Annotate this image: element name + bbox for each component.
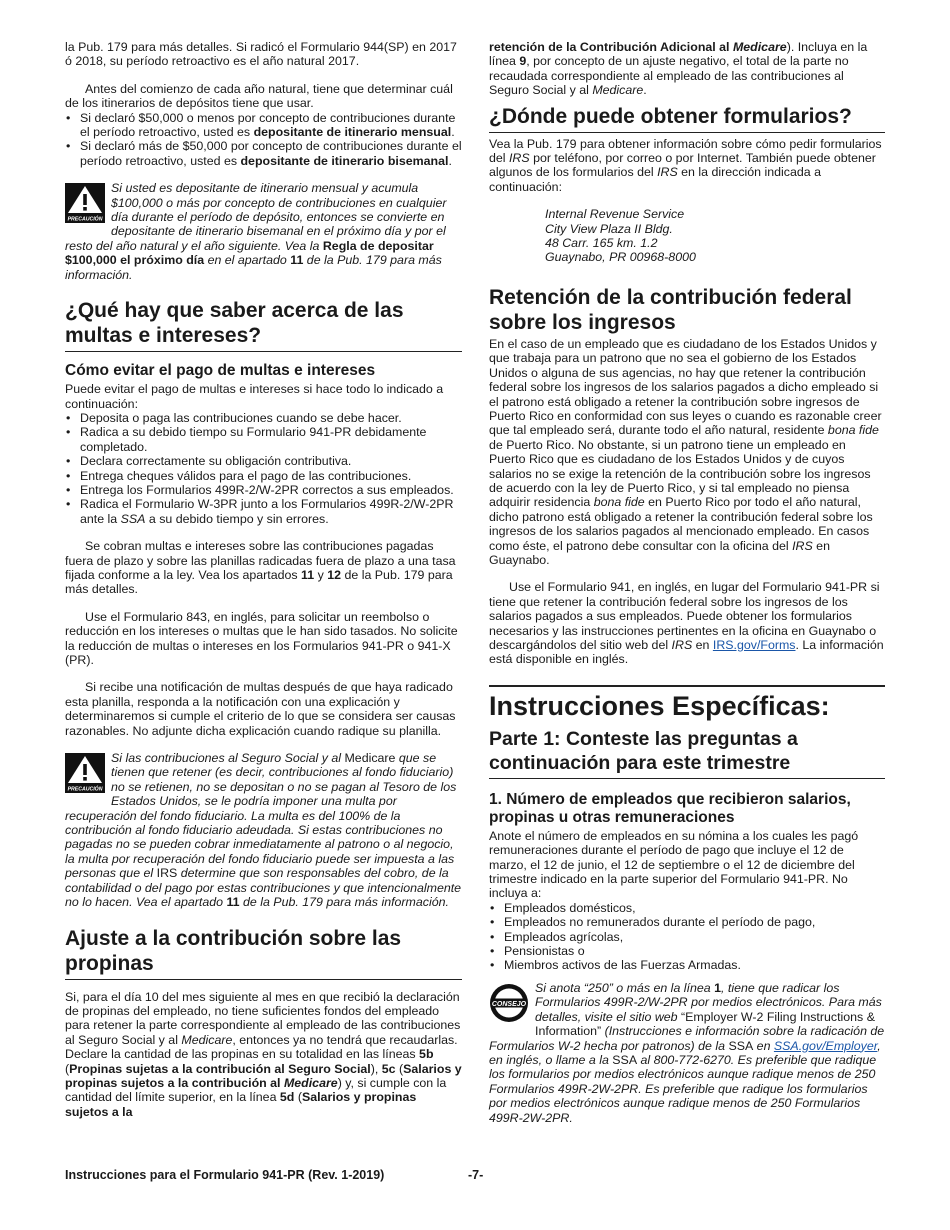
list-item: • Declara correctamente su obligación contributiva. xyxy=(65,454,462,468)
list-item: • Miembros activos de las Fuerzas Armadas. xyxy=(489,958,885,972)
right-column xyxy=(489,40,885,1138)
list-item: • Empleados agrícolas, xyxy=(489,930,885,944)
list-item: • Empleados no remunerados durante el período de pago, xyxy=(489,915,885,929)
paragraph-form-941: Use el Formulario 941, en inglés, en lugar del Formulario 941-PR si tiene que retener la contribución federal sobre los ingresos de los salarios pagados a sus empleados. Puede obtener los formularios necesarios y las instrucciones pertinentes en la oficina en Guaynabo o descargándolos del sitio web del IRS en IRS.gov/Forms. La información está disponible en inglés. xyxy=(489,580,884,667)
list-item: • Deposita o paga las contribuciones cuando se debe hacer. xyxy=(65,411,462,425)
exclude-list xyxy=(489,901,885,973)
paragraph-employees: Anote el número de empleados en su nómina a los cuales les pagó remuneraciones durante el período de pago que incluye el 12 de marzo, el 12 de junio, el 12 de septiembre o el 12 de diciembre del trimestre indicado en la parte superior del Formulario 941-PR. No incluya a: xyxy=(489,828,859,901)
left-column xyxy=(65,40,462,1119)
tip-icon xyxy=(489,983,529,1023)
irs-forms-link[interactable]: IRS.gov/Forms xyxy=(712,638,796,652)
footer-title: Instrucciones para el Formulario 941-PR (Rev. 1-2019) xyxy=(65,1168,385,1182)
list-item: • Radica el Formulario W-3PR junto a los Formularios 499R-2/W-2PR ante la SSA a su debido tiempo y sin errores. xyxy=(65,497,462,526)
ssa-employer-link[interactable]: SSA.gov/Employer xyxy=(773,1038,878,1053)
paragraph-withholding: En el caso de un empleado que es ciudadano de los Estados Unidos y que trabaja para un patrono que no sea el gobierno de los Estados Unidos o alguna de sus agencias, no hay que retener la contribución federal sobre los ingresos de los salarios pagados a dicho empleado si el patrono está obligado a retener la contribución sobre ingresos de Puerto Rico en conformidad con sus leyes o cuando es razonable creer que tal empleado será, durante todo el año natural, residente bona fide de Puerto Rico. No obstante, si un patrono tiene un empleado en Puerto Rico que es ciudadano de los Estados Unidos y de cuyos salarios no se exige la retención de la contribución sobre los ingresos de acuerdo con la ley de Puerto Rico, y si tal empleado no piensa adquirir residencia bona fide en Puerto Rico por todo el año natural, dicho patrono está obligado a retener la contribución federal sobre los ingresos de los salarios pagados al mencionado empleado. En casos como éste, el patrono debe consultar con la oficina del IRS en Guaynabo. xyxy=(489,336,882,567)
list-item: • Empleados domésticos, xyxy=(489,901,885,915)
heading-federal-withholding: Retención de la contribución federal sobre los ingresos xyxy=(489,285,852,334)
paragraph-schedule-intro: Antes del comienzo de cada año natural, tiene que determinar cuál de los itinerarios de depósitos tiene que usar. xyxy=(65,81,453,111)
paragraph-lookback: la Pub. 179 para más detalles. Si radicó el Formulario 944(SP) en 2017 ó 2018, su período retroactivo es el año natural 2017. xyxy=(65,40,457,69)
tip-note: CONSEJO Si anota “250” o más en la línea 1, tiene que radicar los Formularios 499R-2/W-2PR por medios electrónicos. Para más detalles, visite el sitio web “Employer W-2 Filing Instructions & Information” (Instrucciones e información sobre la radicación de Formularios W-2 hecha por patronos) de la SSA en SSA.gov/Employer, en inglés, o llame a la SSA al 800-772-6270. Es preferible que radique los formularios por medios electrónicos aunque radique menos de 250 Formularios 499R-2W-2PR. Es preferible que radique los formularios por medios electrónicos aunque radique menos de 250 Formularios 499R-2W-2PR. xyxy=(489,980,885,1125)
heading-part-1: Parte 1: Conteste las preguntas a continuación para este trimestre xyxy=(489,727,885,779)
list-item: • Radica a su debido tiempo su Formulario 941-PR debidamente completado. xyxy=(65,425,462,454)
caution-icon xyxy=(65,183,105,223)
caution-note-1: PRECAUCIÓN Si usted es depositante de itinerario mensual y acumula $100,000 o más por concepto de contribuciones en cualquier día durante el período de depósito, entonces se convierte en depositante de itinerario bisemanal en el próximo día y por el resto del año natural y el año siguiente. Vea la Regla de depositar $100,000 el próximo día en el apartado 11 de la Pub. 179 para más información. xyxy=(65,181,447,282)
paragraph-avoid-intro: Puede evitar el pago de multas e intereses si hace todo lo indicado a continuación: xyxy=(65,382,444,411)
list-item: • Entrega cheques válidos para el pago de las contribuciones. xyxy=(65,469,462,483)
caution-icon xyxy=(65,753,105,793)
paragraph-continued: retención de la Contribución Adicional al Medicare). Incluya en la línea 9, por concepto de un ajuste negativo, el total de la parte no recaudada correspondiente al empleado de las contribuciones al Seguro Social y al Medicare. xyxy=(489,40,868,98)
heading-where-forms: ¿Dónde puede obtener formularios? xyxy=(489,104,885,133)
caution-note-2: PRECAUCIÓN Si las contribuciones al Seguro Social y al Medicare que se tienen que retener (es decir, contribuciones al fondo fiduciario) no se retienen, no se depositan o no se pagan al Tesoro de los Estados Unidos, se le podría imponer una multa por recuperación del fondo fiduciario. La multa es del 100% de la contribución al fondo fiduciario adeudada. Si estas contribuciones no pagadas no se pueden cobrar inmediatamente al patrono o al negocio, la multa por recuperación del fondo fiduciario puede ser impuesta a las personas que el IRS determine que son responsables del cobro, de la contabilidad o del pago por estas contribuciones y que intencionalmente no lo hacen. Vea el apartado 11 de la Pub. 179 para más información. xyxy=(65,751,462,910)
heading-number-of-employees: 1. Número de empleados que recibieron salarios, propinas u otras remuneraciones xyxy=(489,790,851,826)
list-item: • Si declaró $50,000 o menos por concepto de contribuciones durante el período retroactivo, usted es depositante de itinerario mensual. xyxy=(65,111,462,140)
paragraph-notification: Si recibe una notificación de multas después de que haya radicado esta planilla, responda a la notificación con una explicación y determinaremos si cumple el criterio de lo que se considera ser causas razonables. No adjunte dicha explicación cuando radique su planilla. xyxy=(65,680,456,738)
page-number: -7- xyxy=(468,1168,484,1182)
heading-avoid-penalties: Cómo evitar el pago de multas e intereses xyxy=(65,362,376,380)
list-item: • Si declaró más de $50,000 por concepto de contribuciones durante el período retroactivo, usted es depositante de itinerario bisemanal. xyxy=(65,139,462,168)
avoid-list xyxy=(65,411,462,526)
list-item: • Entrega los Formularios 499R-2/W-2PR correctos a sus empleados. xyxy=(65,483,462,497)
irs-address: Internal Revenue Service City View Plaza II Bldg. 48 Carr. 165 km. 1.2 Guaynabo, PR 00968-8000 xyxy=(545,207,696,265)
paragraph-forms: Vea la Pub. 179 para obtener información sobre cómo pedir formularios del IRS por teléfono, por correo o por Internet. También puede obtener algunos de los formularios del IRS en la dirección indicada a continuación: xyxy=(489,136,882,194)
page-footer xyxy=(65,1168,885,1182)
list-item: • Pensionistas o xyxy=(489,944,885,958)
svg-text:PRECAUCIÓN: PRECAUCIÓN xyxy=(67,786,103,793)
svg-text:PRECAUCIÓN: PRECAUCIÓN xyxy=(67,216,103,223)
paragraph-tips-adjustment: Si, para el día 10 del mes siguiente al mes en que recibió la declaración de propinas del empleado, no tiene suficientes fondos del empleado para retener la parte correspondiente al empleado de las contribuciones al Seguro Social y al Medicare, entonces ya no tendrá que recaudarlas. Declare la cantidad de las propinas en su totalidad en las líneas 5b (Propinas sujetas a la contribución al Seguro Social), 5c (Salarios y propinas sujetos a la contribución al Medicare) y, si cumple con la cantidad del límite superior, en la línea 5d (Salarios y propinas sujetos a la xyxy=(65,989,462,1119)
svg-text:CONSEJO: CONSEJO xyxy=(491,1000,527,1008)
schedule-list xyxy=(65,111,462,169)
heading-penalties: ¿Qué hay que saber acerca de las multas e intereses? xyxy=(65,298,462,352)
heading-specific-instructions: Instrucciones Específicas: xyxy=(489,685,885,721)
paragraph-form-843: Use el Formulario 843, en inglés, para solicitar un reembolso o reducción en los intereses o multas que le han sido tasados. No solicite la reducción de multas o intereses en los Formularios 941-PR o 941-X (PR). xyxy=(65,609,458,667)
paragraph-penalties-charged: Se cobran multas e intereses sobre las contribuciones pagadas fuera de plazo y sobre las planillas radicadas fuera de plazo a una tasa fijada conforme a la ley. Vea los apartados 11 y 12 de la Pub. 179 para más detalles. xyxy=(65,539,456,597)
heading-tips-adjustment: Ajuste a la contribución sobre las propinas xyxy=(65,926,462,980)
